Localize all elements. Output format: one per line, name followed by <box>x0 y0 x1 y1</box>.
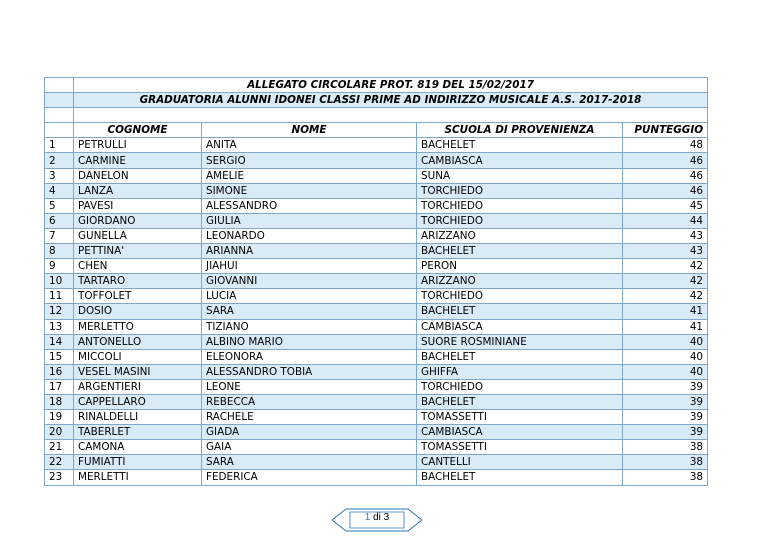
cell-scuola: TORCHIEDO <box>417 198 623 213</box>
cell-punteggio: 39 <box>623 379 708 394</box>
table-row <box>45 455 708 470</box>
cell-cognome: GIORDANO <box>74 213 202 228</box>
cell-nome: TIZIANO <box>202 319 417 334</box>
cell-punteggio: 46 <box>623 183 708 198</box>
cell-cognome: CARMINE <box>74 153 202 168</box>
cell-punteggio: 46 <box>623 153 708 168</box>
cell-cognome: CAPPELLARO <box>74 394 202 409</box>
table-row <box>45 394 708 409</box>
cell-scuola: TOMASSETTI <box>417 410 623 425</box>
cell-scuola: BACHELET <box>417 470 623 485</box>
cell-punteggio: 42 <box>623 289 708 304</box>
cell-scuola: ARIZZANO <box>417 274 623 289</box>
cell-punteggio: 43 <box>623 228 708 243</box>
cell-punteggio: 39 <box>623 425 708 440</box>
row-index: 3 <box>45 168 74 183</box>
cell-cognome: FUMIATTI <box>74 455 202 470</box>
cell-punteggio: 38 <box>623 455 708 470</box>
cell-cognome: MERLETTO <box>74 319 202 334</box>
cell-punteggio: 48 <box>623 138 708 153</box>
page-total: di 3 <box>373 512 390 523</box>
row-index: 4 <box>45 183 74 198</box>
row-index: 1 <box>45 138 74 153</box>
spacer-row <box>45 108 708 123</box>
table-row <box>45 153 708 168</box>
cell-cognome: TABERLET <box>74 425 202 440</box>
cell-scuola: PERON <box>417 259 623 274</box>
cell-punteggio: 42 <box>623 274 708 289</box>
subtitle-row <box>45 93 708 108</box>
table-row <box>45 274 708 289</box>
page-number-label <box>332 512 422 523</box>
cell-cognome: LANZA <box>74 183 202 198</box>
table-row <box>45 198 708 213</box>
cell-nome: SARA <box>202 455 417 470</box>
cell-scuola: TORCHIEDO <box>417 289 623 304</box>
table-row <box>45 213 708 228</box>
table-row <box>45 244 708 259</box>
cell-cognome: RINALDELLI <box>74 410 202 425</box>
cell-cognome: MERLETTI <box>74 470 202 485</box>
cell-cognome: DOSIO <box>74 304 202 319</box>
table-row <box>45 364 708 379</box>
cell-cognome: PETRULLI <box>74 138 202 153</box>
page-indicator <box>332 508 422 532</box>
cell-nome: ARIANNA <box>202 244 417 259</box>
table-row <box>45 349 708 364</box>
cell-nome: SIMONE <box>202 183 417 198</box>
cell-nome: JIAHUI <box>202 259 417 274</box>
cell-cognome: TARTARO <box>74 274 202 289</box>
row-index: 2 <box>45 153 74 168</box>
cell-scuola: TOMASSETTI <box>417 440 623 455</box>
row-index: 15 <box>45 349 74 364</box>
cell-nome: GIADA <box>202 425 417 440</box>
cell-scuola: BACHELET <box>417 138 623 153</box>
cell-nome: SARA <box>202 304 417 319</box>
corner-cell <box>45 123 74 138</box>
cell-punteggio: 39 <box>623 410 708 425</box>
cell-nome: AMELIE <box>202 168 417 183</box>
row-index: 23 <box>45 470 74 485</box>
cell-nome: GIULIA <box>202 213 417 228</box>
ranking-table <box>44 77 708 486</box>
cell-scuola: SUORE ROSMINIANE <box>417 334 623 349</box>
cell-scuola: BACHELET <box>417 349 623 364</box>
row-index: 6 <box>45 213 74 228</box>
row-index: 17 <box>45 379 74 394</box>
row-index: 5 <box>45 198 74 213</box>
cell-scuola: TORCHIEDO <box>417 183 623 198</box>
cell-scuola: BACHELET <box>417 304 623 319</box>
cell-scuola: CAMBIASCA <box>417 425 623 440</box>
title-row <box>45 78 708 93</box>
cell-cognome: TOFFOLET <box>74 289 202 304</box>
table-row <box>45 228 708 243</box>
column-header-row <box>45 123 708 138</box>
corner-cell <box>45 78 74 93</box>
cell-nome: ALBINO MARIO <box>202 334 417 349</box>
column-header-cognome: COGNOME <box>74 123 202 138</box>
cell-cognome: VESEL MASINI <box>74 364 202 379</box>
cell-scuola: BACHELET <box>417 394 623 409</box>
table-row <box>45 334 708 349</box>
column-header-nome: NOME <box>202 123 417 138</box>
row-index: 8 <box>45 244 74 259</box>
table-row <box>45 440 708 455</box>
row-index: 19 <box>45 410 74 425</box>
row-index: 9 <box>45 259 74 274</box>
cell-cognome: PAVESI <box>74 198 202 213</box>
cell-scuola: CAMBIASCA <box>417 153 623 168</box>
cell-scuola: CANTELLI <box>417 455 623 470</box>
cell-cognome: ANTONELLO <box>74 334 202 349</box>
cell-nome: LUCIA <box>202 289 417 304</box>
row-index: 21 <box>45 440 74 455</box>
cell-nome: GIOVANNI <box>202 274 417 289</box>
row-index: 10 <box>45 274 74 289</box>
cell-punteggio: 41 <box>623 304 708 319</box>
table-row <box>45 425 708 440</box>
table-row <box>45 259 708 274</box>
corner-cell <box>45 93 74 108</box>
document-subtitle: GRADUATORIA ALUNNI IDONEI CLASSI PRIME AD INDIRIZZO MUSICALE A.S. 2017-2018 <box>74 93 708 108</box>
cell-nome: REBECCA <box>202 394 417 409</box>
cell-punteggio: 46 <box>623 168 708 183</box>
document-title: ALLEGATO CIRCOLARE PROT. 819 DEL 15/02/2017 <box>74 78 708 93</box>
cell-cognome: MICCOLI <box>74 349 202 364</box>
cell-nome: ANITA <box>202 138 417 153</box>
cell-cognome: CHEN <box>74 259 202 274</box>
row-index: 18 <box>45 394 74 409</box>
column-header-scuola: SCUOLA DI PROVENIENZA <box>417 123 623 138</box>
row-index: 12 <box>45 304 74 319</box>
row-index: 13 <box>45 319 74 334</box>
row-index: 20 <box>45 425 74 440</box>
cell-punteggio: 38 <box>623 440 708 455</box>
cell-scuola: TORCHIEDO <box>417 379 623 394</box>
table-row <box>45 138 708 153</box>
cell-cognome: DANELON <box>74 168 202 183</box>
cell-punteggio: 38 <box>623 470 708 485</box>
empty-cell <box>74 108 708 123</box>
table-row <box>45 183 708 198</box>
row-index: 7 <box>45 228 74 243</box>
cell-cognome: ARGENTIERI <box>74 379 202 394</box>
cell-nome: ALESSANDRO TOBIA <box>202 364 417 379</box>
cell-nome: LEONARDO <box>202 228 417 243</box>
cell-punteggio: 43 <box>623 244 708 259</box>
cell-punteggio: 44 <box>623 213 708 228</box>
cell-scuola: ARIZZANO <box>417 228 623 243</box>
cell-cognome: PETTINA' <box>74 244 202 259</box>
cell-scuola: BACHELET <box>417 244 623 259</box>
cell-scuola: SUNA <box>417 168 623 183</box>
cell-nome: RACHELE <box>202 410 417 425</box>
cell-punteggio: 42 <box>623 259 708 274</box>
table-row <box>45 168 708 183</box>
table-row <box>45 289 708 304</box>
cell-punteggio: 40 <box>623 334 708 349</box>
cell-nome: FEDERICA <box>202 470 417 485</box>
column-header-punteggio: PUNTEGGIO <box>623 123 708 138</box>
cell-scuola: GHIFFA <box>417 364 623 379</box>
cell-punteggio: 40 <box>623 364 708 379</box>
cell-punteggio: 39 <box>623 394 708 409</box>
cell-scuola: CAMBIASCA <box>417 319 623 334</box>
cell-cognome: GUNELLA <box>74 228 202 243</box>
table-row <box>45 319 708 334</box>
empty-cell <box>45 108 74 123</box>
cell-punteggio: 41 <box>623 319 708 334</box>
cell-punteggio: 45 <box>623 198 708 213</box>
row-index: 22 <box>45 455 74 470</box>
table-row <box>45 304 708 319</box>
cell-nome: ELEONORA <box>202 349 417 364</box>
cell-punteggio: 40 <box>623 349 708 364</box>
cell-cognome: CAMONA <box>74 440 202 455</box>
current-page: 1 <box>364 512 371 523</box>
table-row <box>45 410 708 425</box>
cell-scuola: TORCHIEDO <box>417 213 623 228</box>
row-index: 14 <box>45 334 74 349</box>
table-row <box>45 470 708 485</box>
cell-nome: LEONE <box>202 379 417 394</box>
row-index: 11 <box>45 289 74 304</box>
table-row <box>45 379 708 394</box>
cell-nome: SERGIO <box>202 153 417 168</box>
cell-nome: ALESSANDRO <box>202 198 417 213</box>
row-index: 16 <box>45 364 74 379</box>
cell-nome: GAIA <box>202 440 417 455</box>
